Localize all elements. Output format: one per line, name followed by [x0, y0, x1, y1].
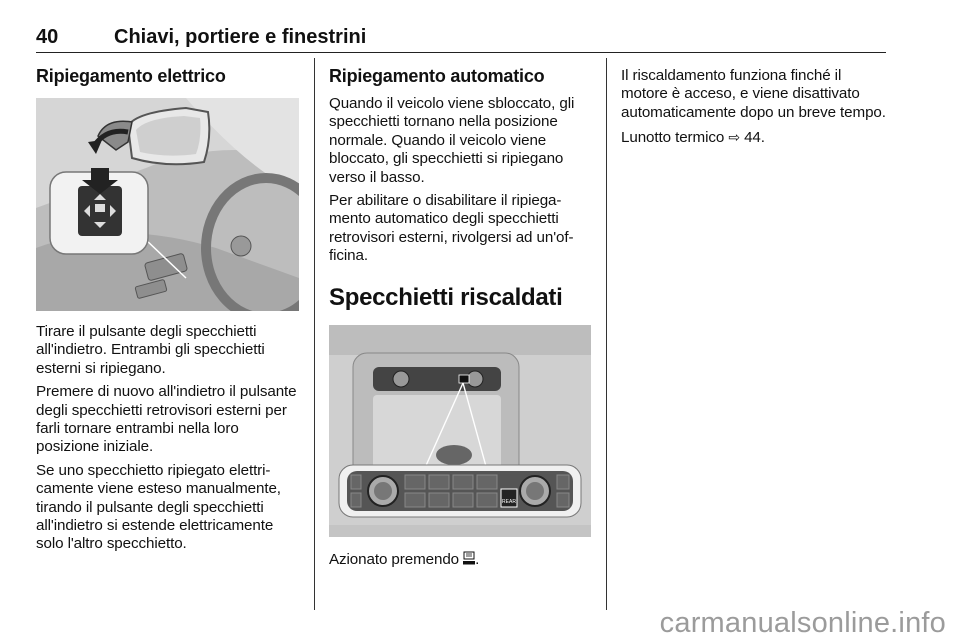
- paragraph: Quando il veicolo viene sbloccato, gli specchietti tornano nella posizione normale. Quando il veicolo viene bloccato, gli specchietti si ripiegano verso il basso.: [329, 95, 575, 186]
- ref-page[interactable]: 44.: [744, 129, 765, 147]
- mirror-folding-illustration: [36, 98, 299, 311]
- climate-control-illustration: [329, 325, 591, 537]
- section-title-heated-mirrors: Specchietti riscaldati: [329, 283, 563, 311]
- caption-end: .: [475, 550, 480, 568]
- paragraph: Tirare il pulsante degli specchietti all'indietro. Entrambi gli specchietti esterni si ripiegano.: [36, 323, 265, 377]
- rear-heat-icon: [463, 551, 475, 565]
- ref-text: Lunotto termico: [621, 129, 725, 147]
- chapter-title: Chiavi, portiere e finestrini: [114, 26, 367, 48]
- caption-text: Azionato premendo: [329, 550, 460, 568]
- paragraph: Per abilitare o disabilitare il ripiega-mento automatico degli specchietti retrovisori esterni, rivolgersi ad un'of-ficina.: [329, 192, 574, 265]
- column-divider: [314, 58, 315, 610]
- page-header: [36, 26, 886, 53]
- paragraph: Se uno specchietto ripiegato elettri-camente viene esteso manualmente, tirando il pulsante degli specchietti all'indietro si estende elettricamente solo l'altro specchietto.: [36, 461, 281, 553]
- paragraph: Il riscaldamento funziona finché il motore è acceso, e viene disattivato automaticamente dopo un breve tempo.: [621, 67, 886, 121]
- rear-button-label: REAR: [502, 498, 516, 505]
- column-divider: [606, 58, 607, 610]
- page-number: 40: [36, 26, 59, 48]
- section-heading-automatic-folding: Ripiegamento automatico: [329, 66, 545, 86]
- column-middle: [329, 60, 597, 574]
- column-right: [621, 60, 891, 153]
- arrow-right-icon: ⇨: [728, 129, 740, 146]
- paragraph: Premere di nuovo all'indietro il pulsante degli specchietti retrovisori esterni per farli tornare entrambi nella loro posizione iniziale.: [36, 383, 297, 456]
- cross-reference: [621, 128, 891, 147]
- section-heading-electric-folding: Ripiegamento elettrico: [36, 66, 226, 86]
- watermark: carmanualsonline.info: [659, 607, 946, 639]
- column-left: [36, 60, 301, 559]
- figure-caption: [329, 551, 597, 569]
